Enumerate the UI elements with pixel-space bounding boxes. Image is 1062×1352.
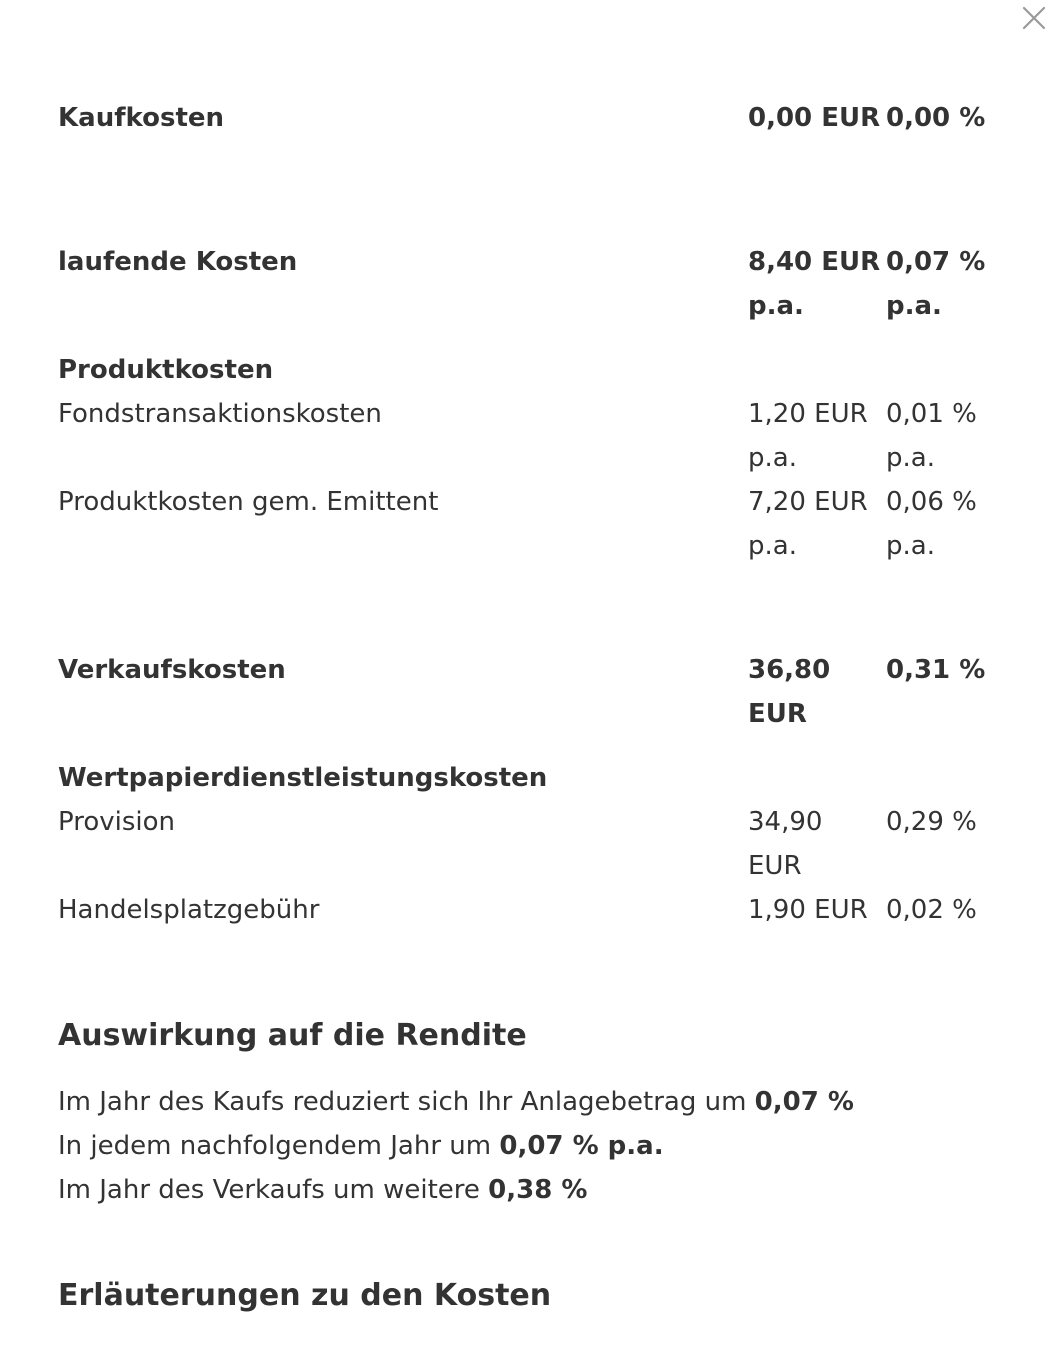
rendite-line: In jedem nachfolgendem Jahr um 0,07 % p.a. <box>58 1131 664 1161</box>
cost-item-row <box>58 800 988 888</box>
laufende-kosten-label: laufende Kosten <box>58 247 298 277</box>
cost-item-percent: 0,29 % <box>886 807 977 837</box>
cost-item-amount: 34,90 EUR <box>748 807 823 881</box>
cost-item-label: Fondstransaktionskosten <box>58 399 382 429</box>
laufende-kosten-amount: 8,40 EUR p.a. <box>748 247 881 321</box>
rendite-line: Im Jahr des Kaufs reduziert sich Ihr Anlagebetrag um 0,07 % <box>58 1087 854 1117</box>
verkaufskosten-label: Verkaufskosten <box>58 655 286 685</box>
cost-item-amount: 1,20 EUR p.a. <box>748 399 868 473</box>
cost-item-percent: 0,01 % p.a. <box>886 399 977 473</box>
verkaufskosten-percent: 0,31 % <box>886 655 986 685</box>
verkaufskosten-amount: 36,80 EUR <box>748 655 831 729</box>
cost-details <box>58 96 988 1318</box>
close-button[interactable] <box>1018 4 1050 32</box>
cost-item-row <box>58 392 988 480</box>
laufende-kosten-row <box>58 240 988 328</box>
cost-item-percent: 0,02 % <box>886 895 977 925</box>
cost-item-row <box>58 480 988 568</box>
close-icon <box>1022 6 1046 30</box>
cost-item-label: Produktkosten gem. Emittent <box>58 487 439 517</box>
verkaufskosten-row <box>58 648 988 736</box>
cost-item-amount: 1,90 EUR <box>748 895 868 925</box>
cost-item-label: Handelsplatzgebühr <box>58 895 320 925</box>
rendite-heading: Auswirkung auf die Rendite <box>58 1018 527 1053</box>
laufende-kosten-percent: 0,07 % p.a. <box>886 247 986 321</box>
produktkosten-subheading: Produktkosten <box>58 355 274 385</box>
cost-item-row <box>58 888 988 932</box>
cost-item-label: Provision <box>58 807 176 837</box>
kaufkosten-row <box>58 96 988 140</box>
kaufkosten-percent: 0,00 % <box>886 103 986 133</box>
erlaeuterungen-heading: Erläuterungen zu den Kosten <box>58 1278 552 1313</box>
kaufkosten-label: Kaufkosten <box>58 103 225 133</box>
rendite-line: Im Jahr des Verkaufs um weitere 0,38 % <box>58 1175 588 1205</box>
kaufkosten-amount: 0,00 EUR <box>748 103 881 133</box>
wertpapierdienstleistungskosten-subheading: Wertpapierdienstleistungskosten <box>58 763 548 793</box>
cost-item-percent: 0,06 % p.a. <box>886 487 977 561</box>
cost-item-amount: 7,20 EUR p.a. <box>748 487 868 561</box>
